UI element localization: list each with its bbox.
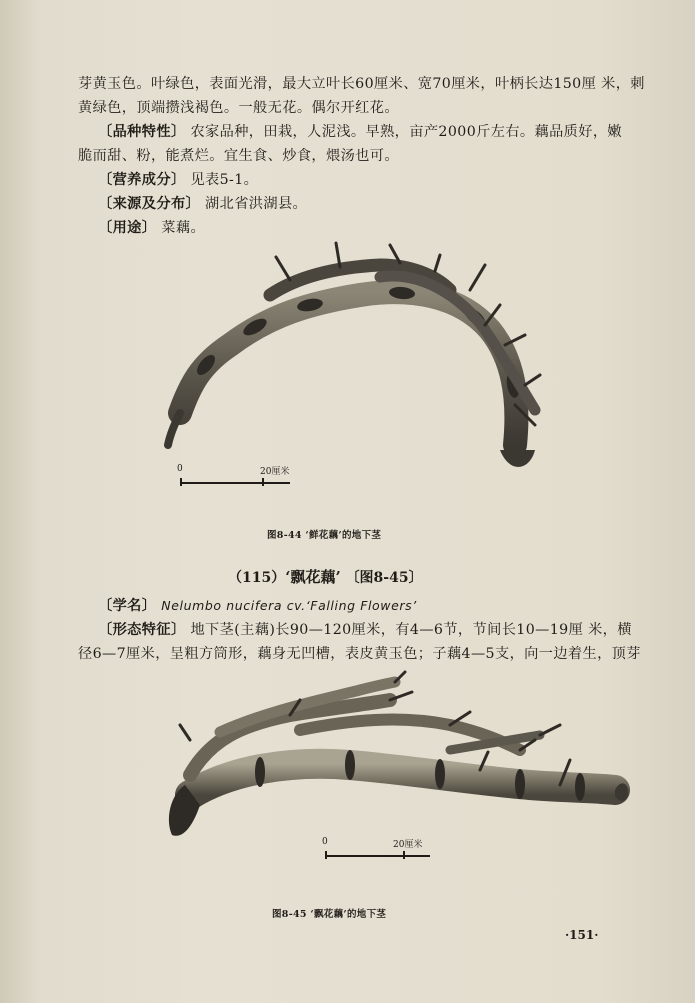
use-label: 〔用途〕 bbox=[98, 220, 157, 236]
sci-name: Nelumbo nucifera cv.‘Falling Flowers’ bbox=[161, 598, 417, 613]
nutrition-text: 见表5-1。 bbox=[185, 172, 259, 188]
text-line-2: 黄绿色，顶端攒浅褐色。一般无花。偶尔开红花。 bbox=[78, 100, 399, 116]
rhizome-illustration-2 bbox=[150, 670, 630, 850]
entry-title bbox=[228, 566, 423, 587]
use-text: 菜藕。 bbox=[156, 220, 206, 236]
morph-label: 〔形态特征〕 bbox=[98, 622, 186, 638]
scale-zero-2: 0 bbox=[322, 837, 328, 847]
variety-paragraph bbox=[98, 120, 658, 144]
morph-paragraph bbox=[98, 618, 658, 642]
origin-text: 湖北省洪湖县。 bbox=[200, 196, 308, 212]
figure-caption-2: 图8-45 ‘飘花藕’的地下茎 bbox=[272, 909, 387, 920]
variety-text: 农家品种，田栽，人泥浅。早熟，亩产2000斤左右。藕品质好，嫩 bbox=[185, 124, 623, 140]
sci-label: 〔学名〕 bbox=[98, 598, 157, 614]
nutrition-paragraph bbox=[98, 168, 658, 192]
origin-label: 〔来源及分布〕 bbox=[98, 196, 201, 212]
variety-label: 〔品种特性〕 bbox=[98, 124, 186, 140]
rhizome-illustration-1 bbox=[140, 235, 560, 490]
text-line-1: 芽黄玉色。叶绿色，表面光滑，最大立叶长60厘米、宽70厘米，叶柄长达150厘 米，刺 bbox=[78, 76, 645, 92]
sci-name-paragraph bbox=[98, 594, 658, 618]
scale-label-1: 20厘米 bbox=[260, 467, 290, 477]
scale-zero-1: 0 bbox=[177, 464, 183, 474]
figure-caption-1: 图8-44 ‘鲜花藕’的地下茎 bbox=[267, 530, 382, 541]
page-number: ·151· bbox=[565, 928, 599, 942]
variety-text-2: 脆而甜、粉，能煮烂。宜生食、炒食，煨汤也可。 bbox=[78, 148, 399, 164]
entry-number: （115） bbox=[228, 570, 286, 586]
entry-figref: 〔图8-45〕 bbox=[345, 570, 423, 586]
morph-text: 地下茎(主藕)长90—120厘米，有4—6节，节间长10—19厘 米，横 bbox=[185, 622, 632, 638]
origin-paragraph bbox=[98, 192, 658, 216]
scale-label-2: 20厘米 bbox=[393, 840, 423, 850]
nutrition-label: 〔营养成分〕 bbox=[98, 172, 186, 188]
entry-name: ‘飘花藕’ bbox=[285, 568, 341, 586]
morph-text-2: 径6—7厘米，呈粗方筒形，藕身无凹槽，表皮黄玉色；子藕4—5支，向一边着生，顶芽 bbox=[78, 646, 641, 662]
